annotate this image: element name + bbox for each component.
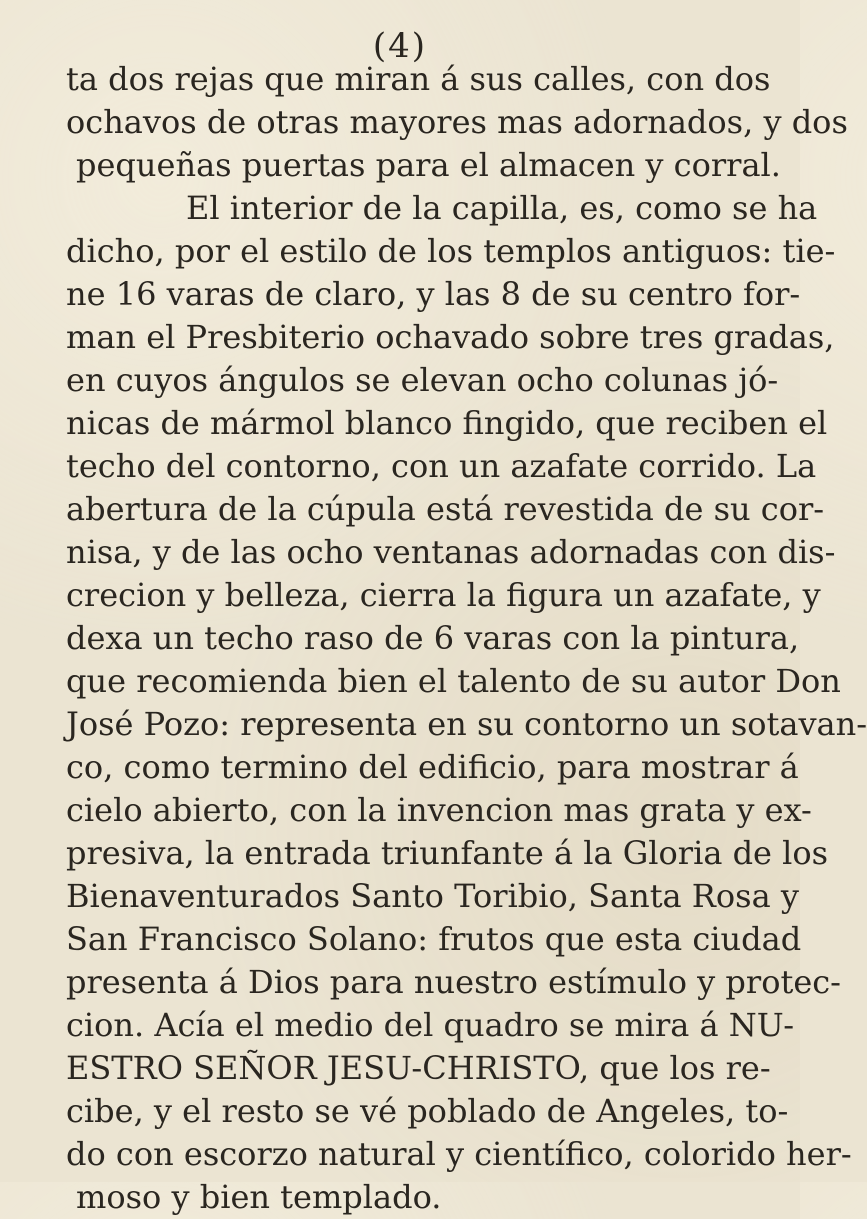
- text-line: moso y bien templado.: [76, 1178, 442, 1216]
- text-line: dexa un techo raso de 6 varas con la pintura,: [66, 619, 800, 657]
- text-line: cibe, y el resto se vé poblado de Angeles, to-: [66, 1092, 789, 1130]
- text-line: que recomienda bien el talento de su autor Don: [66, 662, 841, 700]
- text-line: co, como termino del edificio, para mostrar á: [66, 748, 799, 786]
- text-line: ESTRO SEÑOR JESU-CHRISTO, que los re-: [66, 1049, 771, 1087]
- text-line: pequeñas puertas para el almacen y corral.: [76, 146, 781, 184]
- text-line: man el Presbiterio ochavado sobre tres gradas,: [66, 318, 835, 356]
- text-line: crecion y belleza, cierra la figura un azafate, y: [66, 576, 821, 614]
- text-line: en cuyos ángulos se elevan ocho colunas jó-: [66, 361, 779, 399]
- text-line: abertura de la cúpula está revestida de su cor-: [66, 490, 825, 528]
- paragraph-start-line: El interior de la capilla, es, como se ha: [186, 189, 818, 227]
- text-line: cielo abierto, con la invencion mas grata y ex-: [66, 791, 812, 829]
- text-line: ochavos de otras mayores mas adornados, y dos: [66, 103, 848, 141]
- text-line: Bienaventurados Santo Toribio, Santa Rosa y: [66, 877, 799, 915]
- text-line: nicas de mármol blanco fingido, que reciben el: [66, 404, 828, 442]
- text-line: techo del contorno, con un azafate corrido. La: [66, 447, 817, 485]
- text-line: José Pozo: representa en su contorno un sotavan-: [66, 705, 867, 743]
- text-line: San Francisco Solano: frutos que esta ciudad: [66, 920, 802, 958]
- text-line: ne 16 varas de claro, y las 8 de su centro for-: [66, 275, 801, 313]
- text-line: dicho, por el estilo de los templos antiguos: tie-: [66, 232, 836, 270]
- text-line: nisa, y de las ocho ventanas adornadas con dis-: [66, 533, 836, 571]
- text-line: ta dos rejas que miran á sus calles, con dos: [66, 60, 771, 98]
- text-line: cion. Acía el medio del quadro se mira á NU-: [66, 1006, 795, 1044]
- text-line: presiva, la entrada triunfante á la Gloria de los: [66, 834, 829, 872]
- page-number: (4): [372, 26, 428, 66]
- text-line: do con escorzo natural y científico, colorido her-: [66, 1135, 852, 1173]
- text-line: presenta á Dios para nuestro estímulo y protec-: [66, 963, 841, 1001]
- body-text: [66, 58, 867, 1219]
